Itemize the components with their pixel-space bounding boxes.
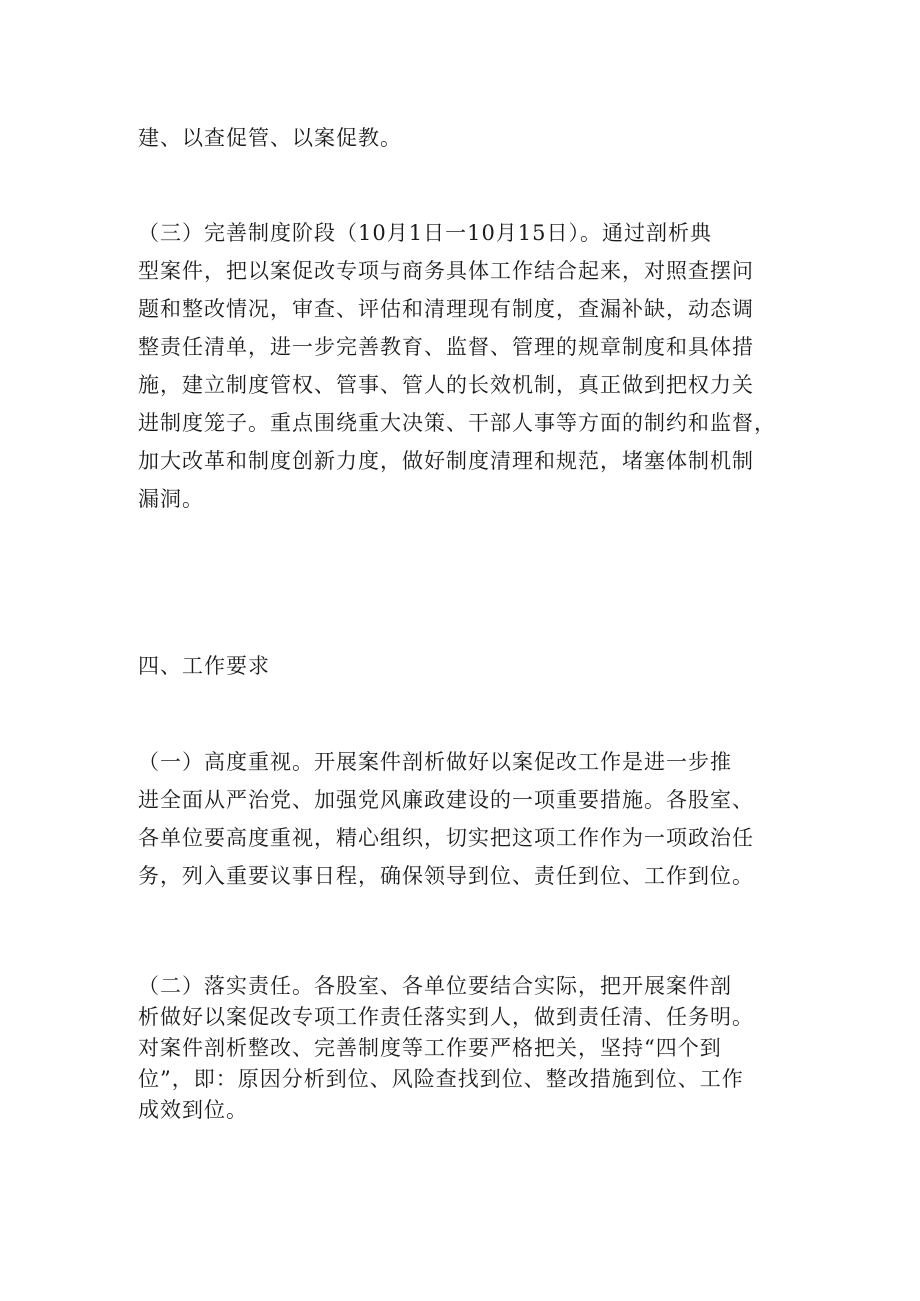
text-line: 各单位要高度重视，精心组织，切实把这项工作作为一项政治任 xyxy=(138,826,754,850)
text-line: （三）完善制度阶段（10月1日一10月15日）。通过剖析典 xyxy=(138,221,713,245)
text-line: 加大改革和制度创新力度，做好制度清理和规范，堵塞体制机制 xyxy=(138,449,754,473)
section-heading: 四、工作要求 xyxy=(138,654,270,678)
text-line: 整责任清单，进一步完善教育、监督、管理的规章制度和具体措 xyxy=(138,335,754,359)
paragraph-high-attention xyxy=(138,743,790,895)
text-line: 务，列入重要议事日程，确保领导到位、责任到位、工作到位。 xyxy=(138,864,754,888)
text-line: 成效到位。 xyxy=(138,1098,248,1122)
text-line: 型案件，把以案促改专项与商务具体工作结合起来，对照查摆问 xyxy=(138,259,754,283)
text-line: 进全面从严治党、加强党风廉政建设的一项重要措施。各股室、 xyxy=(138,788,754,812)
paragraph-stage-three xyxy=(138,214,790,518)
paragraph-implement-responsibility xyxy=(138,971,790,1126)
text-line: 进制度笼子。重点围绕重大决策、干部人事等方面的制约和监督， xyxy=(138,411,776,435)
text-line: 题和整改情况，审查、评估和清理现有制度，查漏补缺，动态调 xyxy=(138,297,754,321)
text-line: （二）落实责任。各股室、各单位要结合实际，把开展案件剖 xyxy=(138,974,732,998)
text-line: （一）高度重视。开展案件剖析做好以案促改工作是进一步推 xyxy=(138,750,732,774)
paragraph-continuation xyxy=(138,119,790,157)
text-line: 对案件剖析整改、完善制度等工作要严格把关，坚持“四个到 xyxy=(138,1036,722,1060)
text-line: 施，建立制度管权、管事、管人的长效机制，真正做到把权力关 xyxy=(138,373,754,397)
text-line: 析做好以案促改专项工作责任落实到人，做到责任清、任务明。 xyxy=(138,1005,754,1029)
text-line: 位”，即：原因分析到位、风险查找到位、整改措施到位、工作 xyxy=(138,1067,744,1091)
text-line: 漏洞。 xyxy=(138,487,204,511)
text-line: 建、以查促管、以案促教。 xyxy=(138,126,402,150)
